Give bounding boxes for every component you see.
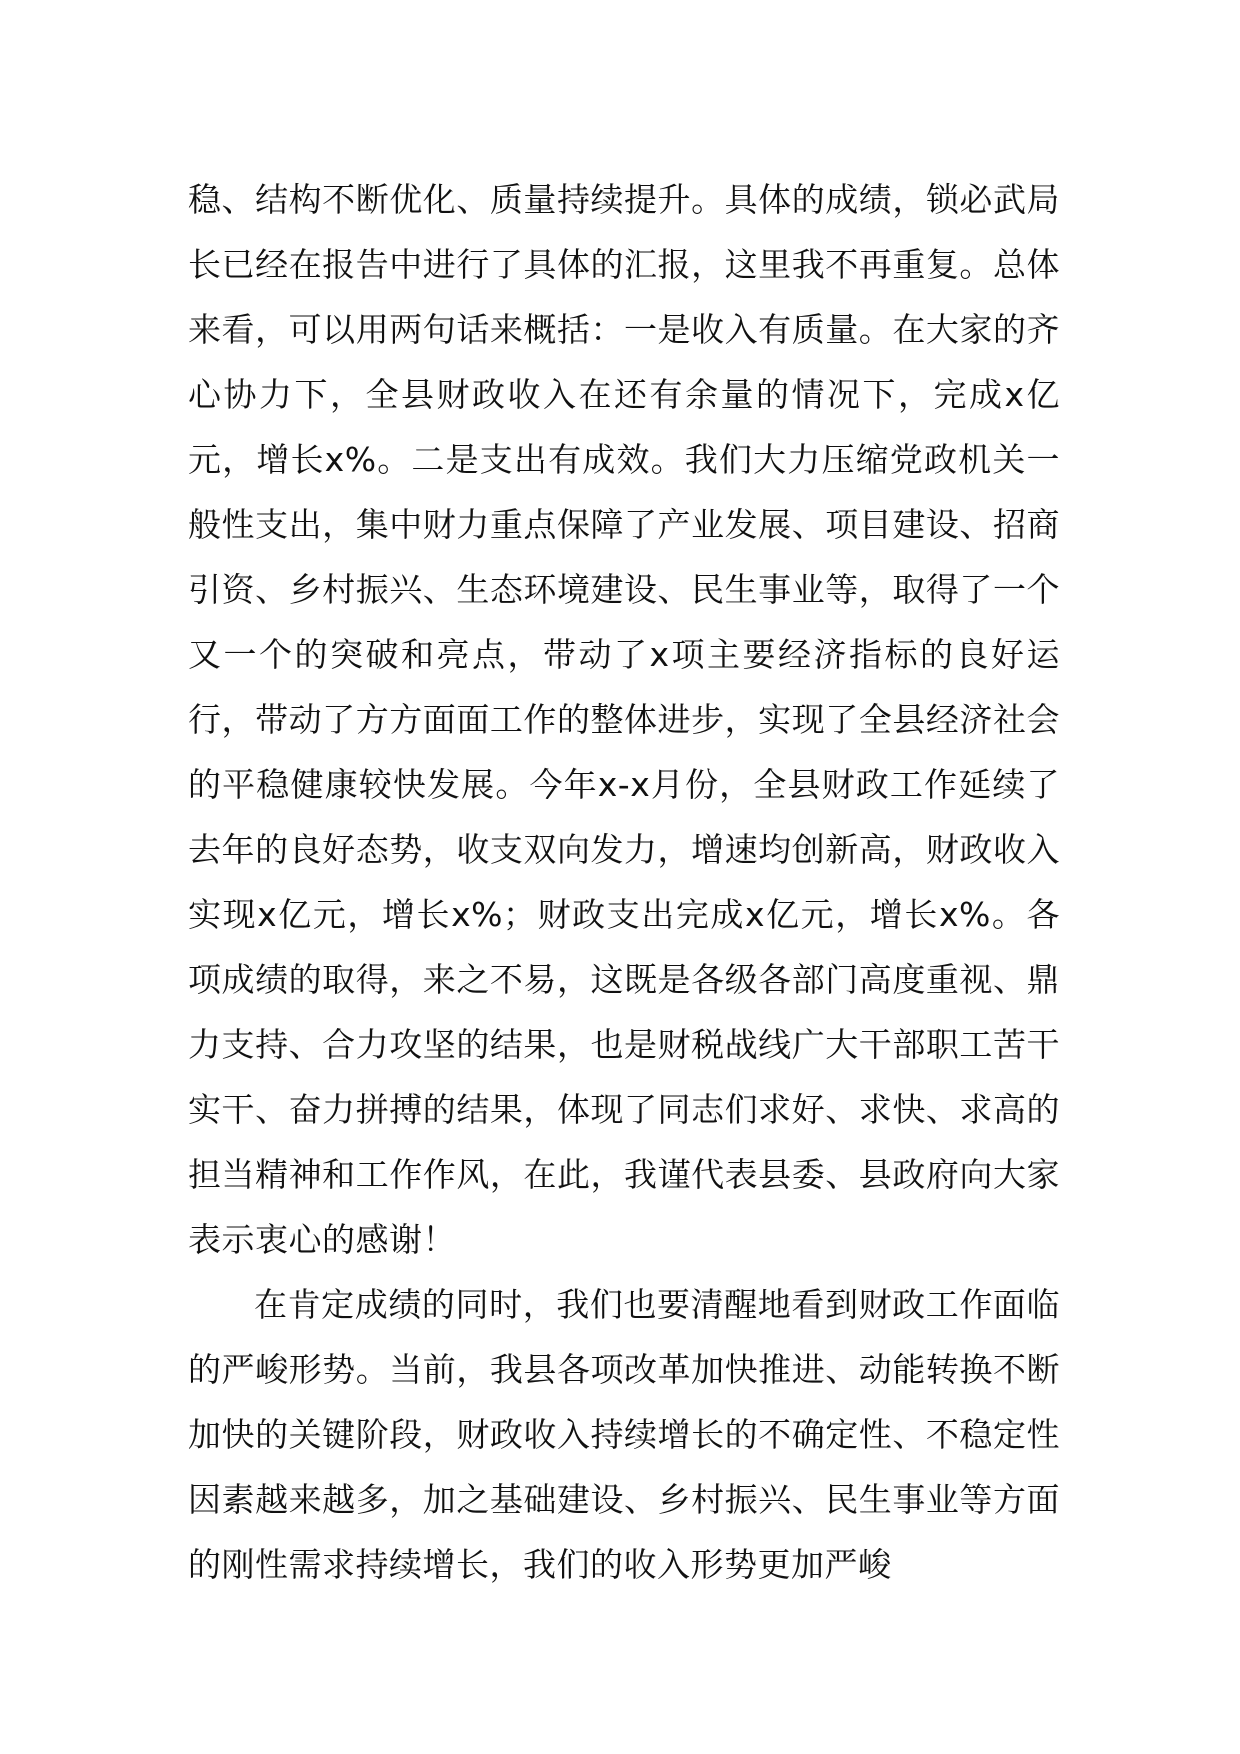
paragraph-new: 在肯定成绩的同时，我们也要清醒地看到财政工作面临的严峻形势。当前，我县各项改革加快推进、动能转换不断加快的关键阶段，财政收入持续增长的不确定性、不稳定性因素越来越多，加之基础建设、乡村振兴、民生事业等方面的刚性需求持续增长，我们的收入形势更加严峻 [188, 1285, 1060, 1584]
document-body [188, 167, 1060, 1597]
paragraph-continued: 稳、结构不断优化、质量持续提升。具体的成绩，锁必武局长已经在报告中进行了具体的汇报，这里我不再重复。总体来看，可以用两句话来概括：一是收入有质量。在大家的齐心协力下，全县财政收入在还有余量的情况下，完成x亿元，增长x%。二是支出有成效。我们大力压缩党政机关一般性支出，集中财力重点保障了产业发展、项目建设、招商引资、乡村振兴、生态环境建设、民生事业等，取得了一个又一个的突破和亮点，带动了x项主要经济指标的良好运行，带动了方方面面工作的整体进步，实现了全县经济社会的平稳健康较快发展。今年x-x月份，全县财政工作延续了去年的良好态势，收支双向发力，增速均创新高，财政收入实现x亿元，增长x%；财政支出完成x亿元，增长x%。各项成绩的取得，来之不易，这既是各级各部门高度重视、鼎力支持、合力攻坚的结果，也是财税战线广大干部职工苦干实干、奋力拼搏的结果，体现了同志们求好、求快、求高的担当精神和工作作风，在此，我谨代表县委、县政府向大家表示衷心的感谢！ [188, 180, 1060, 1259]
